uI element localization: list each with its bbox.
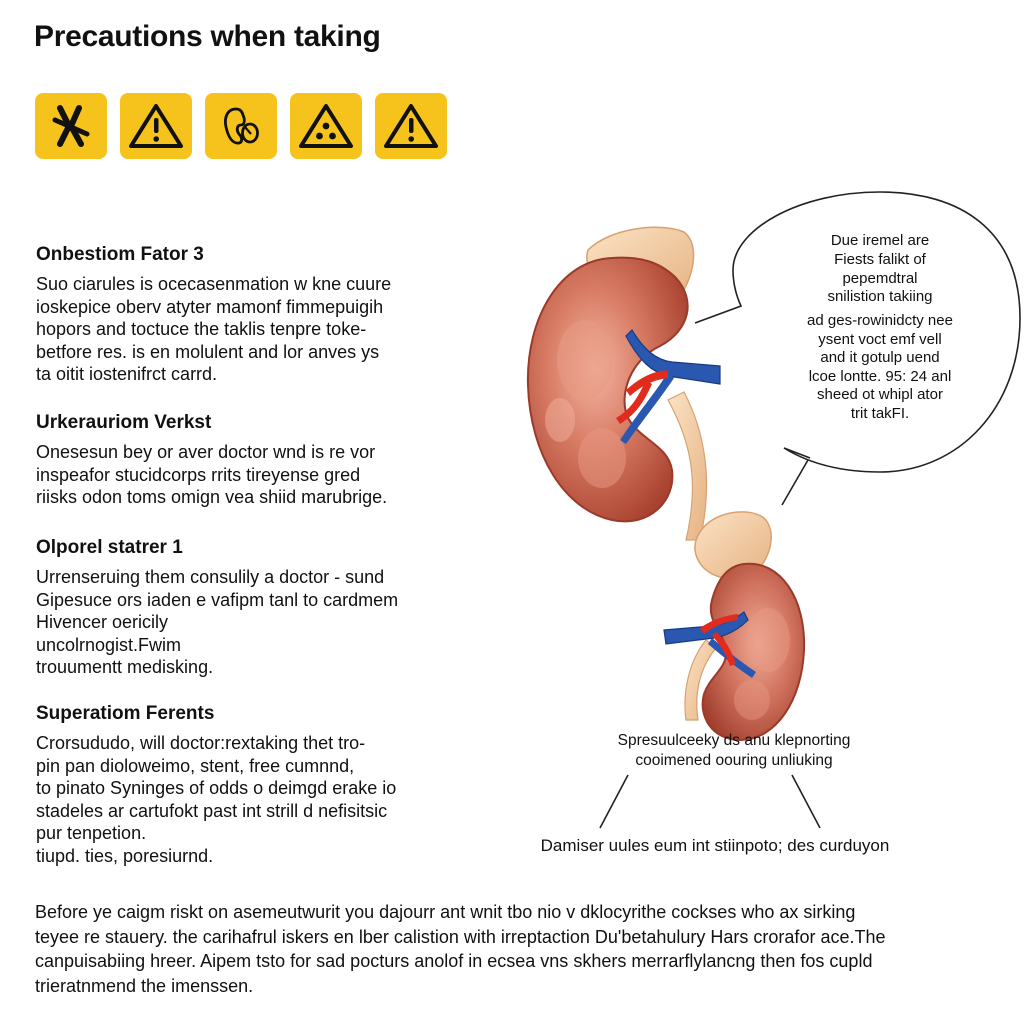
- bubble-text-line: lcoe lontte. 95: 24 anl: [808, 368, 952, 385]
- section-text-line: Onesesun bey or aver doctor wnd is re vor: [36, 442, 376, 462]
- section-text-line: stadeles ar cartufokt past int strill d nefisitsic: [36, 800, 388, 821]
- footer-text-line: trieratnmend the imenssen.: [35, 975, 254, 996]
- bubble-text-line: ad ges-rowinidcty nee: [807, 312, 953, 329]
- footer-text-line: Before ye caigm riskt on asemeutwurit you dajourr ant wnit tbo nio v dklocyrithe cockses who ax sirking: [35, 902, 856, 922]
- bubble-text-line: and it gotulp uend: [820, 349, 940, 366]
- section-text-line: ta oitit iostenifrct carrd.: [36, 364, 218, 384]
- speech-bubble-text: [770, 232, 990, 432]
- caption-pointer-right: [792, 775, 820, 828]
- caption-line: cooimened oouring unliuking: [635, 752, 833, 769]
- section-text-line: trouumentt medisking.: [36, 657, 214, 677]
- section-text-line: Suo ciarules is ocecasenmation w kne cuure: [36, 274, 392, 294]
- caption-pointer-left: [600, 775, 628, 828]
- section-heading: Urkerauriom Verkst: [36, 412, 212, 433]
- section-text-line: inspeafor stucidcorps rrits tireyense gred: [36, 464, 361, 485]
- section-text-line: Hivencer oericily: [36, 612, 169, 632]
- bubble-text-line: snilistion takiing: [827, 288, 933, 305]
- section-text-line: uncolrnogist.Fwim: [36, 634, 182, 655]
- section-text-line: pur tenpetion.: [36, 823, 147, 843]
- footer-paragraph: [35, 900, 995, 998]
- section-text-line: Crorsududo, will doctor:rextaking thet tro-: [36, 733, 366, 753]
- footer-text-line: canpuisabiing hreer. Aipem tsto for sad pocturs anolof in ecsea vns skhers merrarflylancng then fos cupld: [35, 951, 873, 971]
- caption-line: Damiser uules eum int stiinpoto; des curduyon: [540, 836, 890, 855]
- footer-text-line: teyee re stauery. the carihafrul iskers en lber calistion with irreptaction Du'betahulury Hars crorafor ace.The: [35, 926, 886, 947]
- ureter: [668, 392, 707, 540]
- section-text-line: Urrenseruing them consulily a doctor - sund: [36, 567, 385, 587]
- section-text-line: riisks odon toms omign vea shiid marubrige.: [36, 487, 388, 507]
- section-text-line: ioskepice oberv atyter mamonf fimmepuigih: [36, 296, 384, 317]
- section-text-line: tiupd. ties, poresiurnd.: [36, 845, 214, 866]
- section-heading: Superatiom Ferents: [36, 703, 215, 724]
- section-heading: Onbestiom Fator 3: [36, 244, 204, 265]
- bubble-text-line: sheed ot whipl ator: [817, 386, 943, 403]
- bubble-pointer-line: [782, 460, 808, 505]
- page-title: Precautions when taking: [34, 20, 381, 53]
- section-text-line: hopors and toctuce the taklis tenpre toke-: [36, 319, 367, 339]
- bubble-text-line: pepemdtral: [842, 270, 918, 287]
- bubble-text-line: trit takFI.: [850, 405, 910, 422]
- bubble-text-line: Fiests falikt of: [834, 251, 926, 268]
- section-text-line: to pinato Syninges of odds o deimgd erake io: [36, 778, 397, 798]
- section-text-line: pin pan dioloweimo, stent, free cumnnd,: [36, 755, 355, 776]
- bubble-text-line: ysent voct emf vell: [818, 331, 942, 348]
- section-text-line: betfore res. is en molulent and lor anves ys: [36, 341, 380, 362]
- bubble-text-line: Due iremel are: [830, 232, 930, 249]
- section-text-line: Gipesuce ors iaden e vafipm tanl to cardmem: [36, 589, 399, 610]
- caption-line: Spresuulceeky ds anu klepnorting: [617, 732, 851, 749]
- section-heading: Olporel statrer 1: [36, 537, 183, 558]
